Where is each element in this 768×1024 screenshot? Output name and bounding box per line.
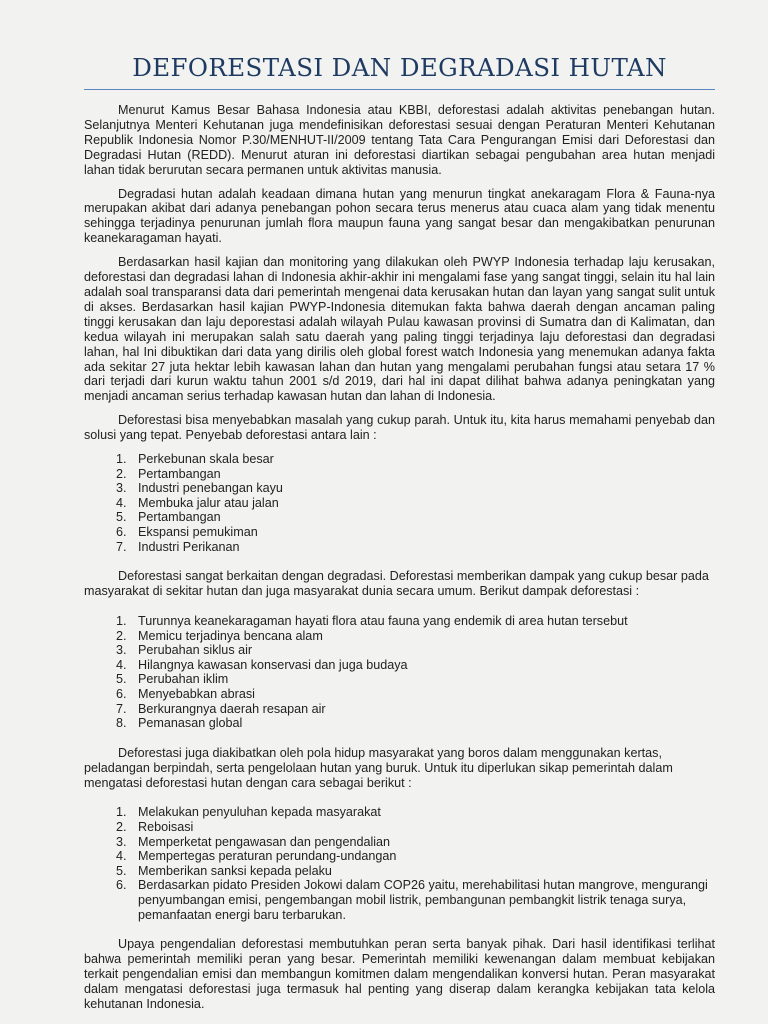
list-item: 4. Mempertegas peraturan perundang-undangan	[116, 849, 397, 864]
paragraph-definition: Menurut Kamus Besar Bahasa Indonesia atau KBBI, deforestasi adalah aktivitas penebangan hutan. Selanjutnya Menteri Kehutanan juga mendefinisikan deforestasi sesuai dengan Peraturan Menteri Kehutanan Republik Indonesia Nomor P.30/MENHUT-II/2009 tentang Tata Cara Pengurangan Emisi dari Deforestasi dan Degradasi Hutan (REDD). Menurut aturan ini deforestasi diartikan sebagai pengubahan area hutan menjadi lahan tidak berurutan secara permanen untuk aktivitas manusia.	[84, 103, 715, 177]
list-item: 3. Industri penebangan kayu	[116, 481, 283, 496]
list-item: 7. Industri Perikanan	[116, 539, 240, 554]
list-item: 1. Melakukan penyuluhan kepada masyarakat	[116, 805, 381, 820]
title-divider	[84, 89, 715, 90]
list-item: 2. Reboisasi	[116, 820, 194, 835]
list-item: 1. Turunnya keanekaragaman hayati flora atau fauna yang endemik di area hutan tersebut	[116, 614, 628, 628]
list-item: 4. Hilangnya kawasan konservasi dan juga budaya	[116, 657, 408, 672]
actions-list	[84, 805, 715, 922]
list-item: 5. Memberikan sanksi kepada pelaku	[116, 863, 332, 878]
document-title: DEFORESTASI DAN DEGRADASI HUTAN	[132, 53, 667, 82]
list-item: 2. Pertambangan	[116, 466, 221, 481]
paragraph-actions-intro: Deforestasi juga diakibatkan oleh pola hidup masyarakat yang boros dalam menggunakan kertas, peladangan berpindah, serta pengelolaan hutan yang buruk. Untuk itu diperlukan sikap pemerintah dalam mengatasi deforestasi hutan dengan cara sebagai berikut :	[84, 745, 673, 790]
list-item: 6. Berdasarkan pidato Presiden Jokowi dalam COP26 yaitu, merehabilitasi hutan mangrove, mengurangi penyumbangan emisi, pengembangan mobil listrik, pembangunan pembangkit listrik tenaga surya, pemanfaatan energi baru terbarukan.	[116, 878, 708, 922]
list-item: 5. Perubahan iklim	[116, 672, 229, 687]
list-item: 8. Pemanasan global	[116, 716, 243, 731]
paragraph-pwyp-findings: Berdasarkan hasil kajian dan monitoring yang dilakukan oleh PWYP Indonesia terhadap laju kerusakan, deforestasi dan degradasi lahan di Indonesia akhir-akhir ini mengalami fase yang sangat tinggi, selain itu hal lain adalah soal transparansi data dari pemerintah mengenai data kerusakan hutan dan layan yang sangat sulit untuk di akses. Berdasarkan hasil kajian PWYP-Indonesia ditemukan fakta bahwa daerah dengan ancaman paling tinggi kerusakan dan laju deporestasi adalah wilayah Pulau kawasan provinsi di Sumatra dan di Kalimatan, dan kedua wilayah ini merupakan salah satu daerah yang paling tinggi terjadinya laju deforestasi dan degradasi lahan, hal Ini dibuktikan dari data yang dirilis oleh global forest watch Indonesia yang menemukan adanya fakta ada sekitar 27 juta hektar lebih kawasan lahan dan hutan yang mengalami perubahan fungsi atau setara 17 % dari terjadi dari kurun waktu tahun 2001 s/d 2019, dari hal ini dapat dilihat bahwa adanya peningkatan yang menjadi ancaman serius terhadap kawasan hutan dan lahan di Indonesia.	[84, 255, 715, 404]
list-item: 5. Pertambangan	[116, 510, 221, 525]
list-item: 6. Menyebabkan abrasi	[116, 686, 255, 701]
list-item: 2. Memicu terjadinya bencana alam	[116, 628, 323, 643]
list-item: 6. Ekspansi pemukiman	[116, 525, 258, 539]
paragraph-degradation: Degradasi hutan adalah keadaan dimana hutan yang menurun tingkat anekaragam Flora & Fauna-nya merupakan akibat dari adanya penebangan pohon secara terus menerus atau cuaca alam yang tidak menentu sehingga terjadinya penurunan jumlah flora maupun fauna yang sangat besar dan mengakibatkan penurunan keanekaragaman hayati.	[84, 186, 715, 246]
paragraph-conclusion: Upaya pengendalian deforestasi membutuhkan peran serta banyak pihak. Dari hasil identifikasi terlihat bahwa pemerintah memiliki peran yang besar. Pemerintah memiliki kewenangan dalam membuat kebijakan terkait pengendalian emisi dan membangun komitmen dalam mengendalikan konversi hutan. Peran masyarakat dalam mengatasi deforestasi juga termasuk hal penting yang diserap dalam kerangka kebijakan tata kelola kehutanan Indonesia.	[84, 937, 715, 1011]
document-body	[84, 103, 715, 1012]
causes-list	[84, 452, 715, 554]
list-item: 4. Membuka jalur atau jalan	[116, 495, 279, 510]
list-item: 3. Perubahan siklus air	[116, 643, 253, 658]
list-item: 1. Perkebunan skala besar	[116, 452, 274, 467]
impacts-list	[84, 614, 715, 731]
list-item: 7. Berkurangnya daerah resapan air	[116, 701, 326, 716]
paragraph-causes-intro: Deforestasi bisa menyebabkan masalah yang cukup parah. Untuk itu, kita harus memahami penyebab dan solusi yang tepat. Penyebab deforestasi antara lain :	[84, 413, 715, 443]
list-item: 3. Memperketat pengawasan dan pengendalian	[116, 834, 391, 849]
paragraph-impacts-intro: Deforestasi sangat berkaitan dengan degradasi. Deforestasi memberikan dampak yang cukup besar pada masyarakat di sekitar hutan dan juga masyarakat dunia secara umum. Berikut dampak deforestasi :	[84, 569, 709, 599]
